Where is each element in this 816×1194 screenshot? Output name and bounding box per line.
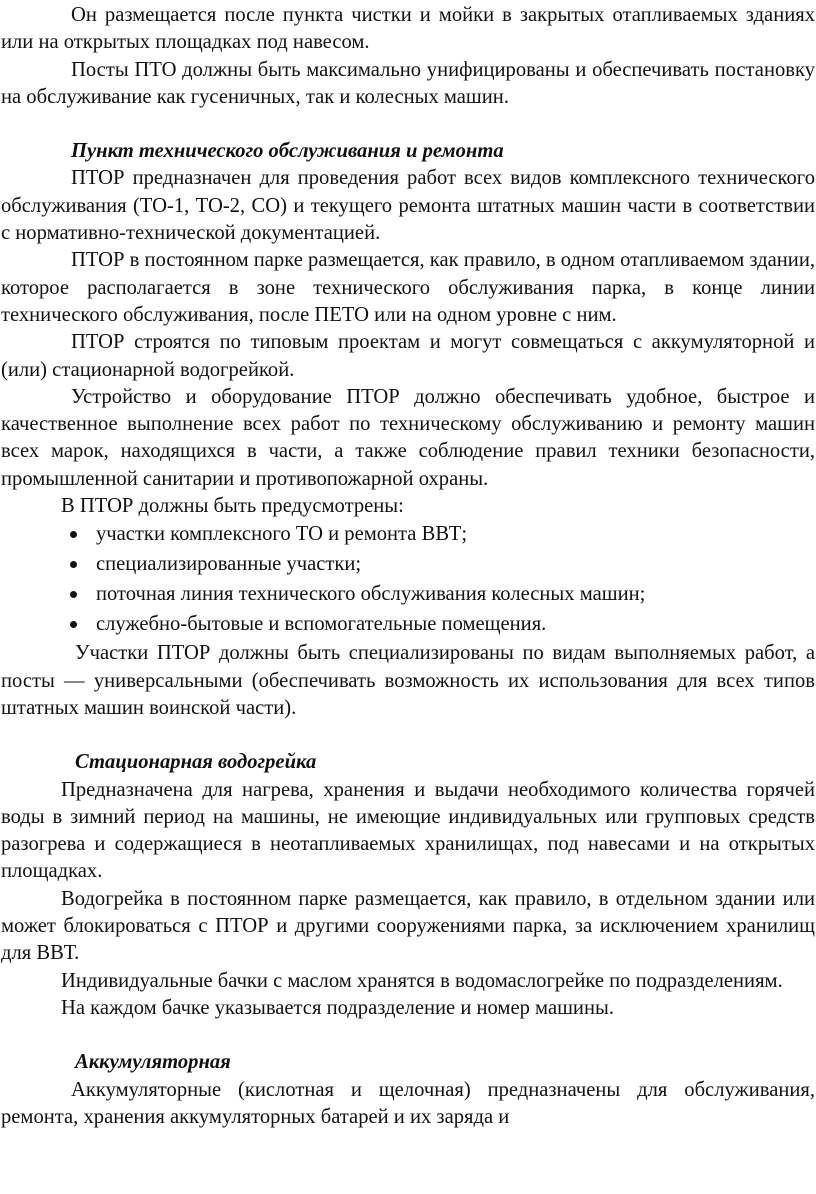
ptor-paragraph-3: ПТОР строятся по типовым проектам и могут совмещаться с аккумуляторной и (или) стационарной водогрейкой.	[1, 331, 815, 381]
bullet-icon	[70, 561, 77, 568]
bullet-icon	[70, 531, 77, 538]
ptor-paragraph-2: ПТОР в постоянном парке размещается, как правило, в одном отапливаемом здании, которое располагается в зоне технического обслуживания парка, в конце линии технического обслуживания, после ПЕТО или на одном уровне с ним.	[1, 249, 815, 326]
heater-heading: Стационарная водогрейка	[75, 751, 317, 774]
ptor-list-intro: В ПТОР должны быть предусмотрены:	[61, 495, 404, 518]
ptor-paragraph-5: Участки ПТОР должны быть специализированы по видам выполняемых работ, а посты — универсальными (обеспечивать возможность их использования для всех типов штатных машин воинской части).	[1, 642, 815, 719]
list-item	[1, 550, 815, 580]
ptor-heading: Пункт технического обслуживания и ремонта	[71, 140, 504, 163]
intro-paragraph-2: Посты ПТО должны быть максимально унифицированы и обеспечивать постановку на обслуживание как гусеничных, так и колесных машин.	[1, 58, 815, 108]
list-item-text: участки комплексного ТО и ремонта ВВТ;	[96, 523, 468, 546]
heater-paragraph-4: На каждом бачке указывается подразделение и номер машины.	[61, 996, 614, 1019]
list-item-text: служебно-бытовые и вспомогательные помещения.	[96, 613, 547, 636]
heater-paragraph-1: Предназначена для нагрева, хранения и выдачи необходимого количества горячей воды в зимний период на машины, не имеющие индивидуальных или групповых средств разогрева и содержащиеся в неотапливаемых хранилищах, под навесами и на открытых площадках.	[1, 778, 815, 883]
ptor-bullet-list	[1, 520, 815, 640]
battery-paragraph-1: Аккумуляторные (кислотная и щелочная) предназначены для обслуживания, ремонта, хранения аккумуляторных батарей и их заряда и	[1, 1078, 815, 1128]
list-item	[1, 580, 815, 610]
list-item	[1, 520, 815, 550]
list-item-text: специализированные участки;	[96, 553, 362, 576]
bullet-icon	[70, 621, 77, 628]
section-gap	[1, 111, 815, 138]
ptor-paragraph-4: Устройство и оборудование ПТОР должно обеспечивать удобное, быстрое и качественное выполнение всех работ по техническому обслуживанию и ремонту машин всех марок, находящихся в части, а также соблюдение правил техники безопасности, промышленной санитарии и противопожарной охраны.	[1, 385, 815, 490]
heater-paragraph-3: Индивидуальные бачки с маслом хранятся в водомаслогрейке по подразделениям.	[61, 969, 783, 992]
list-item-text: поточная линия технического обслуживания колесных машин;	[96, 583, 646, 606]
section-gap	[1, 1022, 815, 1049]
list-item	[1, 610, 815, 640]
intro-paragraph-1: Он размещается после пункта чистки и мойки в закрытых отапливаемых зданиях или на открытых площадках под навесом.	[1, 4, 815, 54]
battery-heading: Аккумуляторная	[75, 1051, 231, 1074]
section-gap	[1, 722, 815, 749]
heater-paragraph-2: Водогрейка в постоянном парке размещается, как правило, в отдельном здании или может блокироваться с ПТОР и другими сооружениями парка, за исключением хранилищ для ВВТ.	[1, 887, 815, 965]
bullet-icon	[70, 591, 77, 598]
ptor-paragraph-1: ПТОР предназначен для проведения работ всех видов комплексного технического обслуживания (ТО-1, ТО-2, СО) и текущего ремонта штатных машин части в соответствии с нормативно-технической документацией.	[1, 167, 815, 245]
